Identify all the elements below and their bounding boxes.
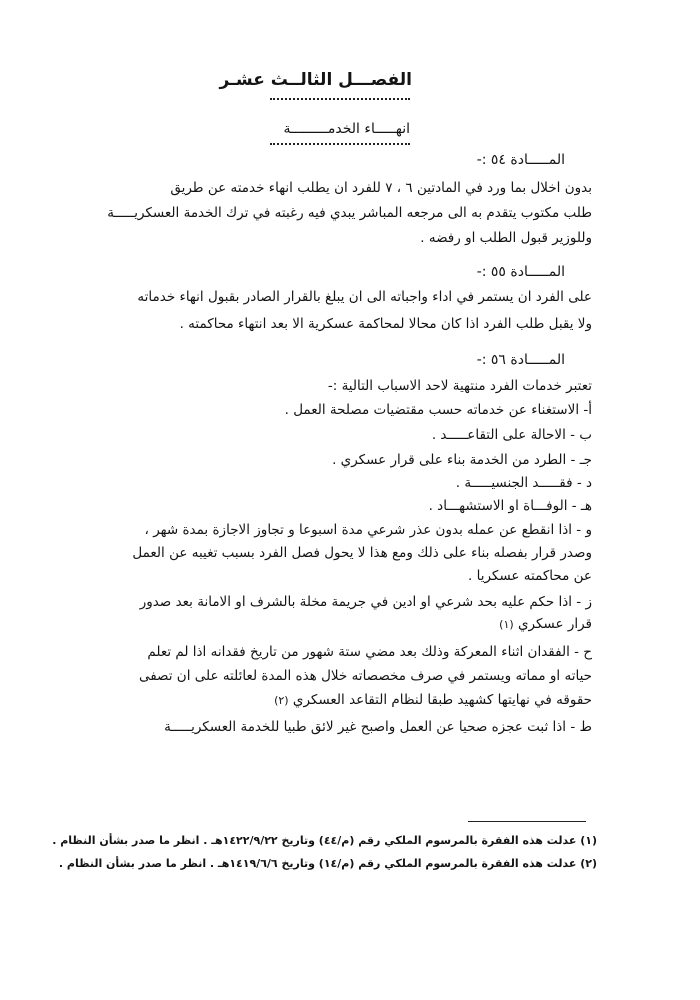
article-56-label: المـــــادة ٥٦ :- xyxy=(476,352,565,368)
article-54-line-1: بدون اخلال بما ورد في المادتين ٦ ، ٧ للفرد ان يطلب انهاء خدمته عن طريق xyxy=(170,180,592,196)
article-55-line-2: ولا يقبل طلب الفرد اذا كان محالا لمحاكمة عسكرية الا بعد انتهاء محاكمته . xyxy=(179,316,592,332)
heading-underline xyxy=(270,143,410,145)
article-56-item: حياته او مماته ويستمر في صرف مخصصاته خلال هذه المدة لعائلته على ان تصفى xyxy=(138,668,592,684)
footnote-mark-2[interactable]: (٢) xyxy=(274,694,289,707)
footnote-2: (٢) عدلت هذه الفقرة بالمرسوم الملكي رقم (م/١٤) وتاريخ ١٤١٩/٦/٦هـ . انظر ما صدر بشأن النظام . xyxy=(58,857,597,870)
article-56-item: ب - الاحالة على التقاعـــــد . xyxy=(431,427,592,443)
article-56-item: ط - اذا ثبت عجزه صحيا عن العمل واصبح غير لائق طبيا للخدمة العسكريـــــة xyxy=(164,719,592,735)
footnote-separator xyxy=(468,821,586,822)
article-56-intro: تعتبر خدمات الفرد منتهية لاحد الاسباب التالية :- xyxy=(327,378,592,394)
footnote-mark-1[interactable]: (١) xyxy=(499,618,514,631)
article-54-label: المـــــادة ٥٤ :- xyxy=(476,152,565,168)
article-54-line-2: طلب مكتوب يتقدم به الى مرجعه المباشر يبدي فيه رغبته في ترك الخدمة العسكريـــــة xyxy=(107,205,592,221)
article-56-item: و - اذا انقطع عن عمله بدون عذر شرعي مدة اسبوعا و تجاوز الاجازة بمدة شهر ، xyxy=(144,522,592,538)
article-56-item: د - فقـــــد الجنسيـــــة . xyxy=(455,475,592,491)
article-56-item: جـ - الطرد من الخدمة بناء على قرار عسكري . xyxy=(332,452,592,468)
article-56-item: عن محاكمته عسكريا . xyxy=(468,568,592,584)
article-54-line-3: وللوزير قبول الطلب او رفضه . xyxy=(420,230,592,246)
title-underline xyxy=(270,98,410,100)
article-56-item: ح - الفقدان اثناء المعركة وذلك بعد مضي ستة شهور من تاريخ فقدانه اذا لم تعلم xyxy=(147,644,592,660)
footnote-1: (١) عدلت هذه الفقرة بالمرسوم الملكي رقم (م/٤٤) وتاريخ ١٤٢٢/٩/٢٢هـ . انظر ما صدر بشأن النظام . xyxy=(52,834,597,847)
article-56-item: وصدر قرار بفصله بناء على ذلك ومع هذا لا يحول فصل الفرد بسبب تغيبه عن العمل xyxy=(132,545,592,561)
article-56-item: حقوقه في نهايتها كشهيد طبقا لنظام التقاعد العسكري (٢) xyxy=(274,692,592,708)
section-heading: انهـــــاء الخدمـــــــــة xyxy=(283,121,410,137)
article-56-item: قرار عسكري (١) xyxy=(499,616,592,632)
article-56-item: هـ - الوفـــاة او الاستشهـــاد . xyxy=(428,498,592,514)
article-56-item: ز - اذا حكم عليه بحد شرعي او ادين في جريمة مخلة بالشرف او الامانة بعد صدور xyxy=(139,594,592,610)
chapter-title: الفصـــل الثالــث عشـر xyxy=(219,70,412,90)
article-55-line-1: على الفرد ان يستمر في اداء واجباته الى ان يبلغ بالقرار الصادر بقبول انهاء خدماته xyxy=(137,289,592,305)
article-56-item: أ- الاستغناء عن خدماته حسب مقتضيات مصلحة العمل . xyxy=(284,402,592,418)
article-55-label: المـــــادة ٥٥ :- xyxy=(476,264,565,280)
